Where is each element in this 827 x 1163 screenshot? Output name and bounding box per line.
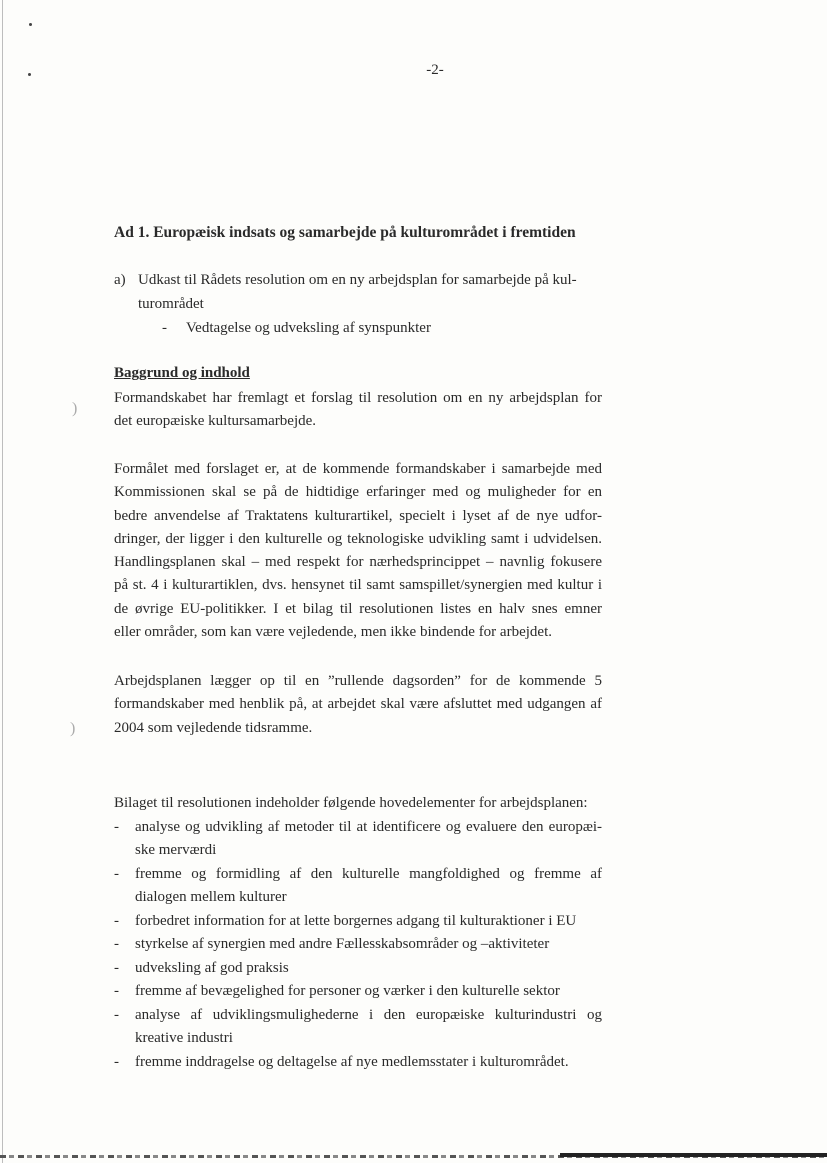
- text-line: analyse og udvikling af metoder til at identificere og evaluere den europæi-: [135, 818, 602, 835]
- list-item: [114, 816, 602, 863]
- section-heading: Ad 1. Europæisk indsats og samarbejde på kulturområdet i fremtiden: [114, 224, 576, 241]
- bullet-dash: -: [114, 1006, 119, 1023]
- bullet-dash: -: [114, 912, 119, 929]
- bullet-dash: -: [114, 959, 119, 976]
- text-line: udveksling af god praksis: [135, 959, 289, 976]
- text-line: de øvrige EU-politikker. I et bilag til resolutionen listes en halv snes emner: [114, 600, 602, 617]
- subheading-background: Baggrund og indhold: [114, 365, 250, 381]
- list-item: [114, 863, 602, 910]
- list-item: [114, 1004, 602, 1051]
- list-item: [114, 933, 602, 957]
- bullet-dash: -: [114, 936, 119, 952]
- list-item: [114, 1051, 602, 1075]
- text-line: fremme af bevægelighed for personer og værker i den kulturelle sektor: [135, 983, 560, 999]
- text-line: bedre anvendelse af Traktatens kulturartikel, specielt i lyset af de nye udfor-: [114, 507, 602, 524]
- bullet-dash: -: [114, 1053, 119, 1070]
- text-line: 2004 som vejledende tidsramme.: [114, 719, 313, 736]
- subpoint-text: Vedtagelse og udveksling af synspunkter: [186, 320, 431, 336]
- text-line: dringer, der ligger i den kulturelle og teknologiske udvikling samt i udvidelsen.: [114, 530, 602, 547]
- text-line: Handlingsplanen skal – med respekt for nærhedsprincippet – navnlig fokusere: [114, 554, 602, 571]
- page-number: -2-: [426, 62, 444, 78]
- list-intro: Bilaget til resolutionen indeholder følgende hovedelementer for arbejdsplanen:: [114, 795, 588, 811]
- text-line: eller områder, som kan være vejledende, men ikke bindende for arbejdet.: [114, 624, 552, 641]
- scan-bottom-edge-dark: [560, 1153, 827, 1157]
- scan-mark: ): [72, 400, 78, 417]
- scan-mark: ): [70, 720, 76, 737]
- bullet-dash: -: [114, 818, 119, 835]
- scan-speck: [29, 23, 32, 26]
- paragraph-1: [114, 387, 602, 434]
- text-line: analyse af udviklingsmulighederne i den europæiske kulturindustri og: [135, 1006, 602, 1023]
- text-line: Formålet med forslaget er, at de kommende formandskaber i samarbejde med: [114, 461, 602, 477]
- text-line: forbedret information for at lette borgernes adgang til kulturaktioner i EU: [135, 912, 577, 929]
- text-line: styrkelse af synergien med andre Fællesskabsområder og –aktiviteter: [135, 936, 550, 952]
- list-item: [114, 980, 602, 1004]
- item-text-line: turområdet: [138, 296, 204, 312]
- paragraph-2: [114, 458, 602, 644]
- text-line: ske merværdi: [135, 842, 217, 858]
- text-line: formandskaber med henblik på, at arbejdet skal være afsluttet med udgangen af: [114, 696, 602, 713]
- item-text-line: Udkast til Rådets resolution om en ny arbejdsplan for samarbejde på kul-: [138, 272, 577, 288]
- text-line: fremme inddragelse og deltagelse af nye medlemsstater i kulturområdet.: [135, 1053, 569, 1070]
- text-line: Kommissionen skal se på de hidtidige erfaringer med og muligheder for en: [114, 484, 602, 501]
- item-subpoint: [114, 316, 602, 340]
- paragraph-3: [114, 670, 602, 740]
- text-line: kreative industri: [135, 1030, 233, 1046]
- text-line: fremme og formidling af den kulturelle mangfoldighed og fremme af: [135, 865, 602, 882]
- text-line: Arbejdsplanen lægger op til en ”rullende dagsorden” for de kommende 5: [114, 673, 602, 689]
- list-item: [114, 910, 602, 934]
- bullet-dash: -: [114, 865, 119, 882]
- scan-edge-line: [2, 0, 3, 1163]
- list-item: [114, 957, 602, 981]
- text-line: dialogen mellem kulturer: [135, 889, 287, 905]
- subpoint-dash: -: [162, 320, 167, 336]
- text-line: Formandskabet har fremlagt et forslag til resolution om en ny arbejdsplan for: [114, 390, 602, 406]
- element-list: [114, 792, 602, 1074]
- bullet-dash: -: [114, 983, 119, 999]
- text-line: på st. 4 i kulturartiklen, dvs. hensynet til samt samspillet/synergien med kultur i: [114, 577, 602, 594]
- item-marker: a): [114, 272, 126, 288]
- text-line: det europæiske kultursamarbejde.: [114, 413, 317, 430]
- agenda-item-a: [114, 268, 602, 340]
